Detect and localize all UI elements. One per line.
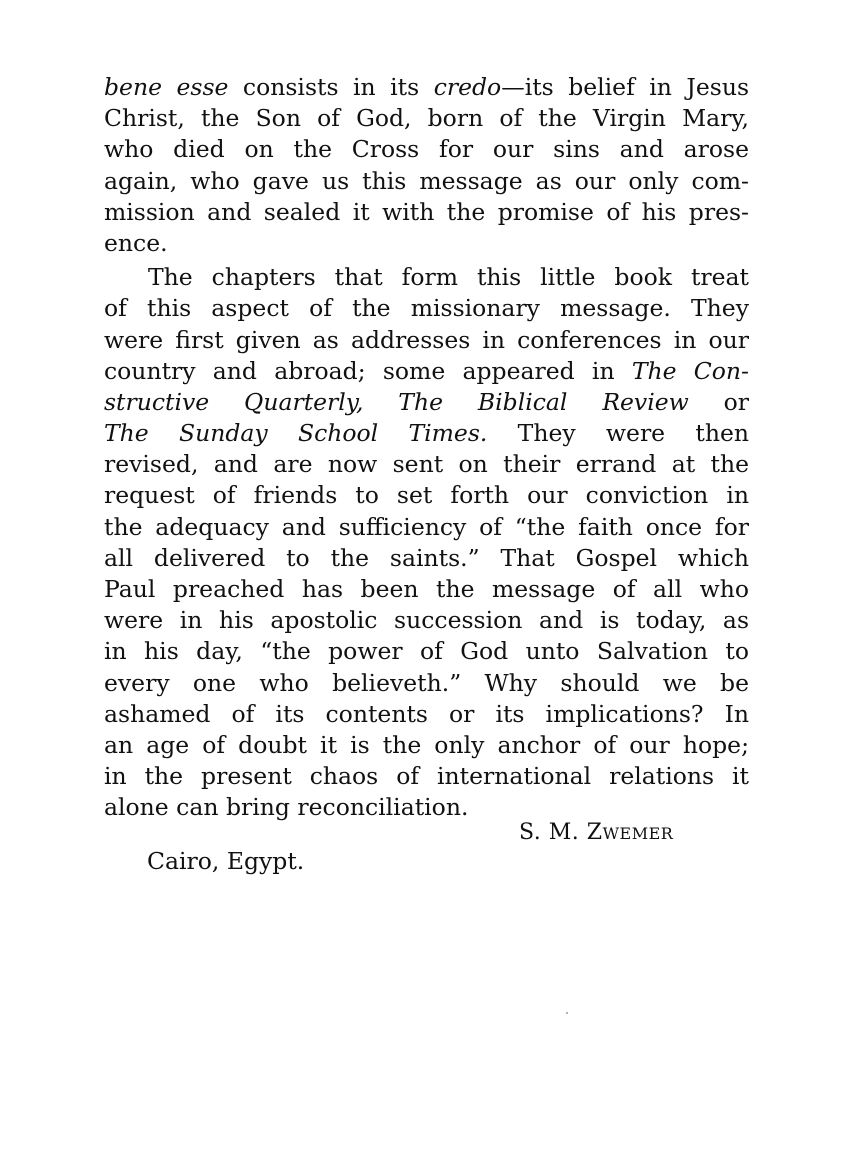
italic-title: The Con- <box>631 356 749 385</box>
text-line: in his day, “the power of God unto Salvation to <box>104 637 749 666</box>
text-line <box>104 387 749 418</box>
text-line: the adequacy and sufficiency of “the faith once for <box>104 512 749 541</box>
text-line: Christ, the Son of God, born of the Virgin Mary, <box>104 104 749 133</box>
text-line <box>104 418 749 449</box>
text-line: all delivered to the saints.” That Gospel which <box>104 543 749 572</box>
italic-phrase: bene esse <box>104 73 229 101</box>
text-line: every one who believeth.” Why should we be <box>104 668 749 697</box>
text-line <box>104 72 749 103</box>
author-signature <box>519 818 673 849</box>
text-line: The chapters that form this little book treat <box>148 263 749 292</box>
italic-phrase: credo <box>433 73 502 101</box>
text-line: revised, and are now sent on their errand at the <box>104 450 749 479</box>
text-line: alone can bring reconciliation. <box>104 793 469 822</box>
text-run: country and abroad; some appeared in <box>104 356 632 385</box>
text-line: again, who gave us this message as our only com- <box>104 166 749 195</box>
text-line: of this aspect of the missionary message. They <box>104 294 749 323</box>
text-line: an age of doubt it is the only anchor of our hope; <box>104 730 749 759</box>
page-body <box>104 72 749 824</box>
paragraph-1 <box>104 72 749 259</box>
paragraph-2 <box>104 262 749 823</box>
text-line: in the present chaos of international relations it <box>104 762 749 791</box>
text-line: request of friends to set forth our conviction in <box>104 481 749 510</box>
place-line: Cairo, Egypt. <box>147 847 305 875</box>
text-run: They were then <box>487 419 749 448</box>
italic-title: The Sunday School Times. <box>104 419 488 448</box>
text-run: consists in its <box>228 73 434 101</box>
signature-initials: S. M. Z <box>519 820 603 845</box>
text-line: mission and sealed it with the promise of his pres- <box>104 197 749 226</box>
text-line: ashamed of its contents or its implications? In <box>104 699 749 728</box>
text-line <box>104 356 749 387</box>
italic-title: structive Quarterly, The Biblical Review <box>104 387 689 416</box>
text-line: Paul preached has been the message of all who <box>104 575 749 603</box>
text-run: or <box>688 387 749 416</box>
signature-small-caps: WEMER <box>602 824 674 843</box>
text-line: were first given as addresses in conferences in our <box>104 325 749 354</box>
text-line: ence. <box>104 228 168 257</box>
text-run: —its belief in Jesus <box>501 73 750 101</box>
text-line: were in his apostolic succession and is today, as <box>104 606 749 635</box>
text-line: who died on the Cross for our sins and arose <box>104 135 749 164</box>
paper-speck <box>566 1012 568 1014</box>
